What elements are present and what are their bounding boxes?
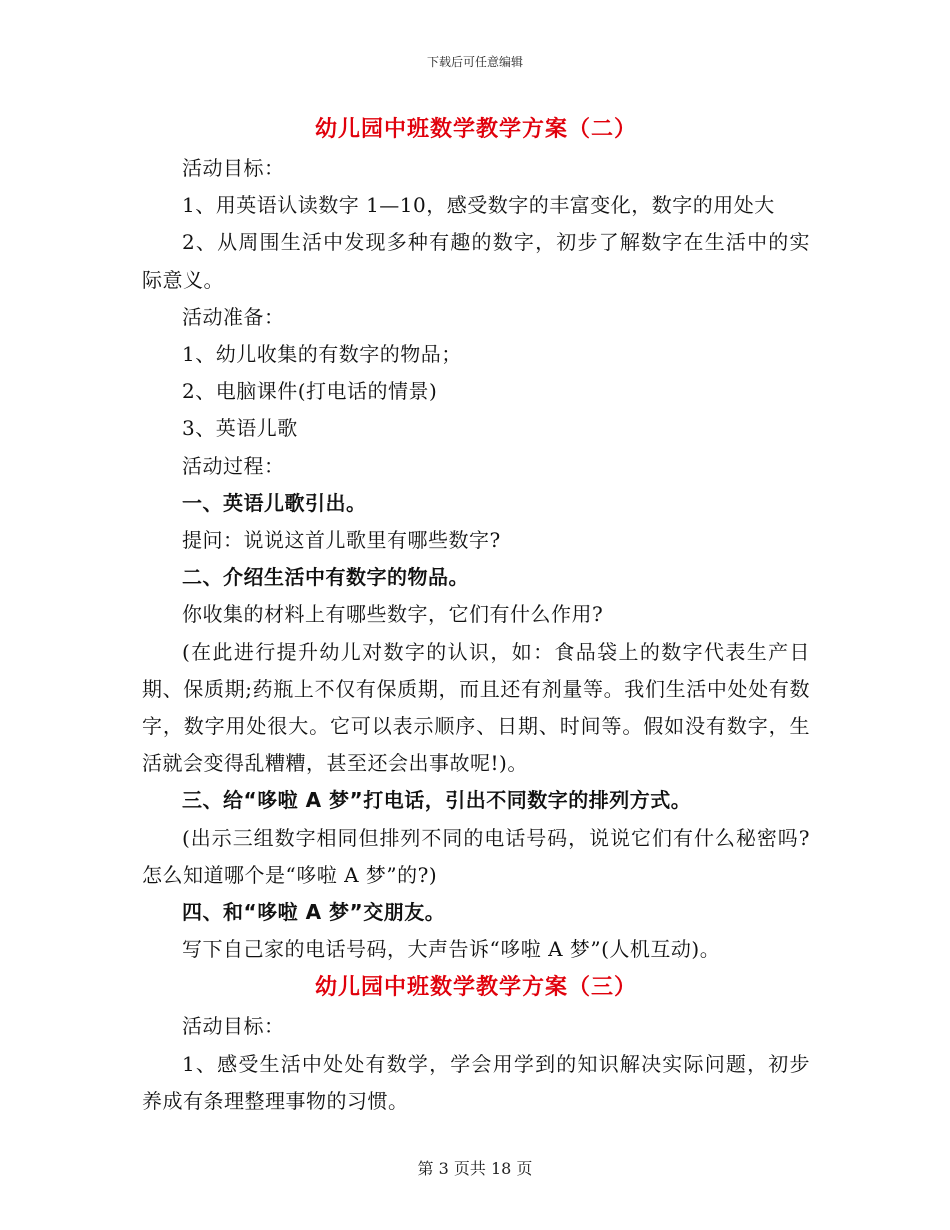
paragraph: 1、幼儿收集的有数字的物品； xyxy=(182,342,462,367)
paragraph: (在此进行提升幼儿对数字的认识，如：食品袋上的数字代表生产日期、保质期;药瓶上不仅有保质期，而且还有剂量等。我们生活中处处有数字，数字用处很大。它可以表示顺序、日期、时间等。假如没有数字，生活就会变得乱糟糟，甚至还会出事故呢!)。 xyxy=(142,639,810,776)
paragraph: 活动准备： xyxy=(182,304,285,329)
paragraph: 2、电脑课件(打电话的情景) xyxy=(182,379,438,404)
paragraph: 活动目标： xyxy=(182,1014,285,1039)
paragraph: 3、英语儿歌 xyxy=(182,416,298,441)
paragraph: 提问：说说这首儿歌里有哪些数字? xyxy=(182,528,501,553)
section-title: 幼儿园中班数学教学方案（二） xyxy=(314,117,637,142)
paragraph: 活动目标： xyxy=(182,156,285,180)
step-heading: 四、和“哆啦 A 梦”交朋友。 xyxy=(182,900,446,925)
step-heading: 二、介绍生活中有数字的物品。 xyxy=(182,565,469,590)
paragraph: 活动过程： xyxy=(182,453,285,478)
paragraph: 你收集的材料上有哪些数字，它们有什么作用? xyxy=(182,602,604,627)
paragraph: (出示三组数字相同但排列不同的电话号码，说说它们有什么秘密吗?怎么知道哪个是“哆啦 A 梦”的?) xyxy=(142,825,810,887)
step-heading: 一、英语儿歌引出。 xyxy=(182,490,367,515)
paragraph: 写下自己家的电话号码，大声告诉“哆啦 A 梦”(人机互动)。 xyxy=(182,937,721,962)
paragraph: 2、从周围生活中发现多种有趣的数字，初步了解数字在生活中的实际意义。 xyxy=(142,230,810,292)
paragraph: 1、用英语认读数字 1—10，感受数字的丰富变化，数字的用处大 xyxy=(182,193,775,218)
page-header: 下载后可任意编辑 xyxy=(426,55,523,69)
section-title: 幼儿园中班数学教学方案（三） xyxy=(314,975,637,1001)
page-footer: 第 3 页共 18 页 xyxy=(417,1159,533,1178)
paragraph: 1、感受生活中处处有数学，学会用学到的知识解决实际问题，初步养成有条理整理事物的习惯。 xyxy=(142,1051,810,1113)
step-heading: 三、给“哆啦 A 梦”打电话，引出不同数字的排列方式。 xyxy=(182,788,692,813)
document-body xyxy=(142,110,810,1120)
